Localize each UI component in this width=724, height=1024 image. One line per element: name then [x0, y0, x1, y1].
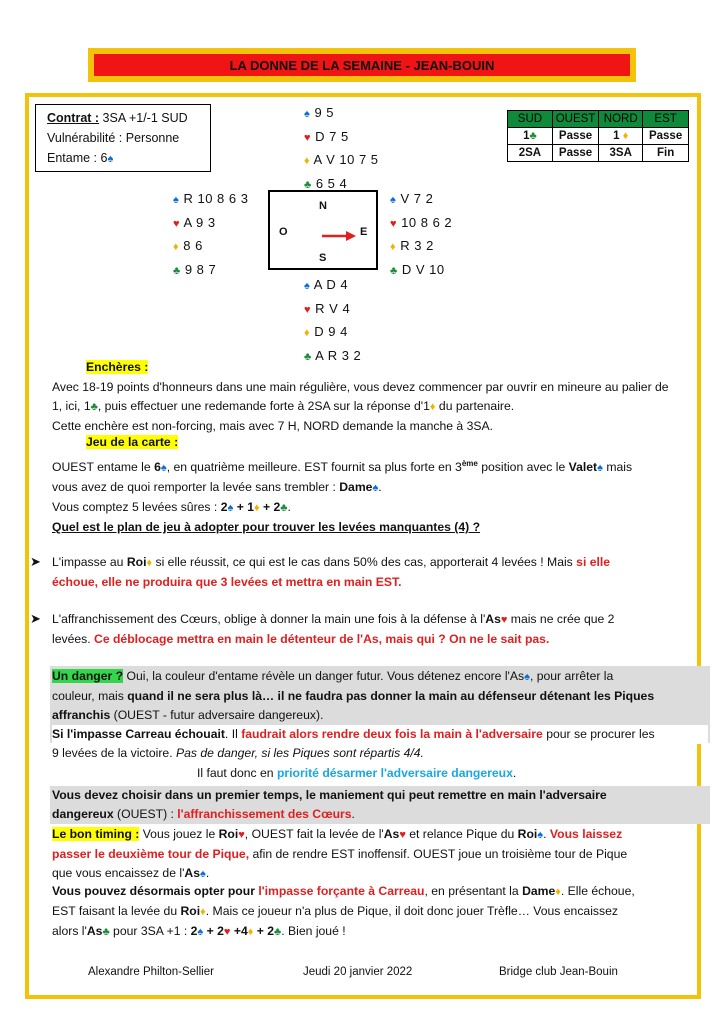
south-clubs: A R 3 2	[315, 347, 362, 363]
bid-cell: 1♣	[508, 128, 553, 145]
jeu-line: vous avez de quoi remporter la levée sans trembler : Dame♠.	[52, 480, 382, 495]
east-diamonds: R 3 2	[400, 238, 434, 253]
spade-icon: ♠	[107, 153, 114, 165]
vulnerability: Vulnérabilité : Personne	[47, 131, 180, 145]
spade-icon: ♠	[372, 482, 379, 495]
bid-cell: 3SA	[599, 145, 643, 162]
arrow-right-icon	[322, 230, 356, 242]
bullet-arrow-icon: ➤	[30, 611, 41, 626]
compass-box	[268, 190, 378, 270]
diamond-icon: ♦	[622, 130, 629, 142]
spade-icon: ♠	[304, 108, 311, 120]
title-banner	[88, 48, 636, 82]
diamond-icon: ♦	[253, 502, 260, 515]
encheres-line: Cette enchère est non-forcing, mais avec 7 H, NORD demande la manche à 3SA.	[52, 419, 493, 433]
heart-icon: ♥	[390, 217, 398, 230]
diamond-icon: ♦	[146, 557, 153, 569]
hand-south	[304, 274, 361, 368]
diamond-icon: ♦	[304, 155, 311, 167]
spade-icon: ♠	[160, 462, 167, 475]
choose-text: Vous devez choisir dans un premier temps, le maniement qui peut remettre en main l'adversaire dangereux (OUEST) : l'affranchissement des Cœurs.	[52, 788, 607, 821]
north-hearts: D 7 5	[315, 128, 349, 144]
east-clubs: D V 10	[401, 261, 445, 277]
jeu-text	[52, 454, 708, 537]
diamond-icon: ♦	[429, 401, 436, 413]
heart-icon: ♥	[500, 614, 508, 626]
footer-author: Alexandre Philton-Sellier	[88, 966, 214, 978]
spade-icon: ♠	[197, 926, 204, 938]
heart-icon: ♥	[399, 829, 406, 841]
hand-east	[390, 188, 452, 282]
heart-icon: ♥	[238, 829, 245, 841]
compass-north: N	[319, 200, 327, 212]
east-spades: V 7 2	[400, 191, 434, 206]
contract-box	[35, 104, 211, 172]
compass-west: O	[279, 226, 288, 238]
bid-cell: 1 ♦	[599, 128, 643, 145]
jeu-heading-wrap	[86, 435, 178, 449]
compass-south: S	[319, 252, 327, 264]
bullet-arrow-icon: ➤	[30, 554, 41, 569]
north-diamonds: A V 10 7 5	[313, 152, 379, 167]
bidding-table	[507, 110, 689, 162]
contract-label: Contrat :	[47, 111, 100, 125]
club-icon: ♣	[390, 264, 398, 277]
priority-line: Il faut donc en priorité désarmer l'adversaire dangereux.	[197, 766, 517, 780]
encheres-heading: Enchères :	[86, 360, 149, 374]
diamond-icon: ♦	[200, 906, 206, 918]
plan-question: Quel est le plan de jeu à adopter pour trouver les levées manquantes (4) ?	[52, 520, 481, 535]
footer-club: Bridge club Jean-Bouin	[499, 966, 618, 978]
jeu-line: Vous comptez 5 levées sûres : 2♠ + 1♦ + 2♣.	[52, 500, 291, 515]
hand-west	[173, 188, 248, 282]
club-icon: ♣	[280, 502, 288, 515]
club-icon: ♣	[173, 264, 181, 277]
bid-cell: Passe	[552, 128, 598, 145]
diamond-icon: ♦	[390, 241, 397, 253]
compass-east: E	[360, 226, 368, 238]
south-spades: A D 4	[313, 277, 349, 292]
spade-icon: ♠	[227, 502, 234, 515]
encheres-line: Avec 18-19 points d'honneurs dans une main régulière, vous devez commencer par ouvrir en mineure au palier de	[52, 380, 669, 394]
club-icon: ♣	[529, 130, 537, 142]
heart-icon: ♥	[173, 217, 181, 230]
hand-north	[304, 102, 379, 196]
diamond-icon: ♦	[247, 926, 254, 938]
heart-icon: ♥	[304, 303, 312, 316]
west-clubs: 9 8 7	[184, 261, 217, 277]
bid-cell: Fin	[643, 145, 689, 162]
encheres-heading-wrap	[86, 360, 148, 374]
spade-icon: ♠	[173, 194, 180, 206]
spade-icon: ♠	[390, 194, 397, 206]
club-icon: ♣	[274, 926, 282, 938]
footer-date: Jeudi 20 janvier 2022	[303, 966, 413, 978]
timing-text: Le bon timing : Vous jouez le Roi♥, OUEST fait la levée de l'As♥ et relance Pique du Roi♠. Vous laissez passer le deuxième tour de Pique, afin de rendre EST inoffensif. OUEST joue un troisième tour de Pique que vous encaissez de l'As♠.	[52, 827, 628, 880]
bullet-1: L'impasse au Roi♦ si elle réussit, ce qui est le cas dans 50% des cas, apporterait 4 levées ! Mais si elle échoue, elle ne produira que 3 levées et mettra en main EST.	[52, 555, 611, 589]
west-hearts: A 9 3	[183, 214, 216, 230]
spade-icon: ♠	[597, 462, 603, 475]
bid-cell: Passe	[552, 145, 598, 162]
heart-icon: ♥	[304, 131, 312, 144]
club-icon: ♣	[90, 401, 98, 413]
diamond-icon: ♦	[173, 241, 180, 253]
bid-header-ouest: OUEST	[552, 111, 598, 128]
north-clubs: 6 5 4	[315, 175, 348, 191]
encheres-line: 1, ici, 1♣, puis effectuer une redemande forte à 2SA sur la réponse d'1♦ du partenaire.	[52, 399, 515, 413]
club-icon: ♣	[304, 350, 312, 363]
west-diamonds: 8 6	[183, 238, 203, 253]
bid-header-est: EST	[643, 111, 689, 128]
final-text: Vous pouvez désormais opter pour l'impasse forçante à Carreau, en présentant la Dame♦. Elle échoue, EST faisant la levée du Roi♦. Mais ce joueur n'a plus de Pique, il doit donc jouer Trèfle… Vous encaissez alors l'As♣ pour 3SA +1 : 2♠ + 2♥ +4♦ + 2♣. Bien joué !	[52, 884, 635, 938]
contract-value: 3SA +1/-1 SUD	[99, 111, 188, 125]
spade-icon: ♠	[304, 280, 311, 292]
spade-icon: ♠	[200, 868, 206, 880]
encheres-text	[52, 378, 708, 436]
spade-icon: ♠	[524, 671, 530, 683]
jeu-line: OUEST entame le 6♠, en quatrième meilleure. EST fournit sa plus forte en 3ème position avec le Valet♠ mais	[52, 459, 633, 475]
bullet-2: L'affranchissement des Cœurs, oblige à donner la main une fois à la défense à l'As♥ mais ne crée que 2 levées. Ce déblocage mettra en main le détenteur de l'As, mais qui ? On ne le sait pas.	[52, 612, 615, 646]
bid-header-sud: SUD	[508, 111, 553, 128]
diamond-icon: ♦	[555, 886, 561, 898]
lead-label: Entame : 6	[47, 151, 108, 165]
spade-icon: ♠	[537, 829, 544, 841]
south-diamonds: D 9 4	[314, 324, 348, 339]
jeu-heading: Jeu de la carte :	[86, 435, 179, 449]
bid-header-nord: NORD	[599, 111, 643, 128]
east-hearts: 10 8 6 2	[401, 214, 453, 230]
bid-cell: Passe	[643, 128, 689, 145]
danger-text: Un danger ? Oui, la couleur d'entame révèle un danger futur. Vous détenez encore l'As♠, pour arrêter la couleur, mais quand il ne sera plus là… il ne faudra pas donner la main au défenseur détenant les Piques affranchis (OUEST - futur adversaire dangereux). Si l'impasse Carreau échouait. Il faudrait alors rendre deux fois la main à l'adversaire pour se procurer les 9 levées de la victoire. Pas de danger, si les Piques sont répartis 4/4.	[52, 667, 708, 763]
diamond-icon: ♦	[304, 327, 311, 339]
north-spades: 9 5	[314, 105, 335, 120]
heart-icon: ♥	[223, 926, 231, 938]
south-hearts: R V 4	[315, 300, 351, 316]
bid-cell: 2SA	[508, 145, 553, 162]
club-icon: ♣	[102, 926, 110, 938]
club-icon: ♣	[304, 178, 312, 191]
page-title: LA DONNE DE LA SEMAINE - JEAN-BOUIN	[94, 54, 630, 76]
west-spades: R 10 8 6 3	[183, 191, 249, 206]
